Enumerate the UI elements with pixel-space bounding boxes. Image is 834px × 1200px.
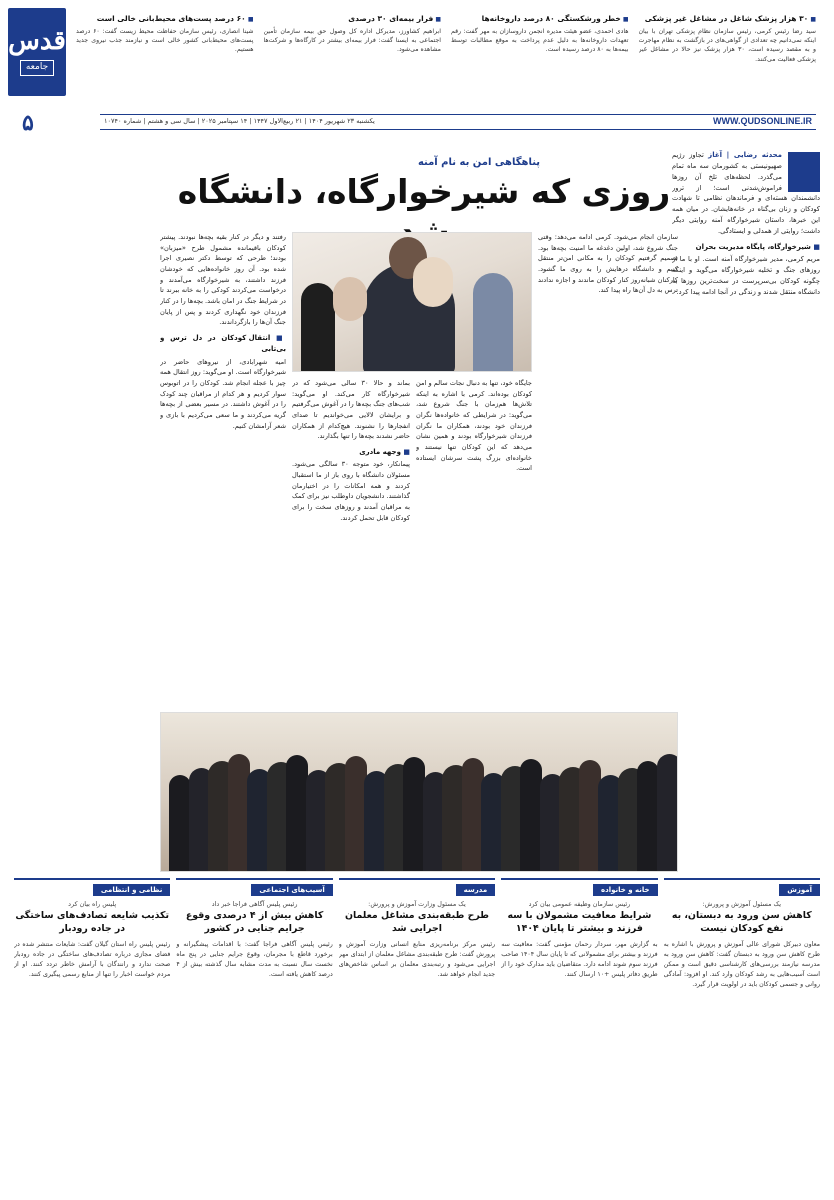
photo-figure [169,775,191,871]
issue-date: یکشنبه ۲۳ شهریور ۱۴۰۴ | ۲۱ ربیع‌الاول ۱۴۴۷ | ۱۴ سپتامبر ۲۰۲۵ | سال سی و هشتم | شماره ۱۰۷۴۰ [104,117,375,126]
article-column [416,378,532,708]
article-column [538,232,678,708]
brief-subtitle: رئیس سازمان وظیفه عمومی بیان کرد [528,900,631,909]
photo-figure [520,759,542,871]
news-brief-family[interactable] [501,878,657,1190]
ticker-title: ■ خطر ورشکستگی ۸۰ درصد داروخانه‌ها [451,14,629,25]
ticker-text: سید رضا رئیس کرمی، رئیس سازمان نظام پزشکی تهران با بیان اینکه نمی‌دانیم چه تعدادی از گواهی‌های در بازگشت به نظام مهاجرت و به مقصد رسیده است، ۳۰ هزار پزشک نیز حالا در مشاغل غیر پزشکی فعالیت می‌کنند. [638,27,816,63]
photo-director-with-children[interactable] [292,232,532,372]
bottom-news-section [14,878,820,1190]
brief-subtitle: یک مسئول وزارت آموزش و پرورش: [368,900,466,909]
ticker-title: ■ ۳۰ هزار پزشک شاغل در مشاغل غیر پزشکی [639,14,817,25]
article-kicker: پناهگاهی امن به نام آمنه [417,157,541,168]
brief-text: معاون دبیرکل شورای عالی آموزش و پرورش با اشاره به طرح کاهش سن ورود به دبستان گفت: کاهش سن ورود به مدرسه نیازمند بررسی‌های کارشناسی دقیق است و ممکن است آسیب‌هایی به رشد کودکان وارد کند. او افزود: آمادگی روانی و جسمی کودکان باید در اولویت قرار گیرد. [663,940,820,989]
photo-figure [657,754,679,871]
ticker-title: ■ فرار بیمه‌ای ۳۰ درصدی [264,14,442,25]
section-tag: مدرسه [456,884,496,896]
ticker-title: ■ ۶۰ درصد پست‌های محیط‌بانی خالی است [76,14,254,25]
brief-text: رئیس پلیس آگاهی فراجا گفت: با اقدامات پیشگیرانه و برخورد قاطع با مجرمان، وقوع جرایم جنایی در پنج ماه نخست سال نسبت به مدت مشابه سال گذشته بیش از ۴ درصد کاهش یافته است. [176,940,333,978]
brief-title: کاهش بیش از ۴ درصدی وقوع جرایم جنایی در کشور [185,910,324,935]
news-brief-social[interactable] [176,878,332,1190]
ticker-item[interactable] [76,14,254,96]
initial-letter-block [788,152,820,192]
ticker-text: ابراهیم کشاورز، مدیرکل اداره کل وصول حق بیمه سازمان تأمین اجتماعی به ایسنا گفت: فرار بیمه‌ای بیشتر در کارگاه‌ها و شرکت‌ها مشاهده می‌شود. [263,27,441,54]
brief-text: رئیس مرکز برنامه‌ریزی منابع انسانی وزارت آموزش و پرورش گفت: طرح طبقه‌بندی مشاغل معلمان از ابتدای مهر اجرایی می‌شود و رتبه‌بندی معلمان بر اساس شاخص‌های جدید انجام خواهد شد. [338,940,496,978]
brief-subtitle: پلیس راه بیان کرد [68,900,117,909]
ticker-text: هادی احمدی، عضو هیئت مدیره انجمن داروسازان به مهر گفت: رقم تعهدات داروخانه‌ها به دلیل عدم پرداخت به موقع مطالبات توسط بیمه‌ها به ۸۰ درصد رسیده است. [451,27,629,54]
brief-title: شرایط معافیت مشمولان با سه فرزند و بیشتر تا پایان ۱۴۰۴ [507,910,652,935]
ticker-item[interactable] [451,14,629,96]
news-brief-school[interactable] [339,878,495,1190]
article-subheading: ■ وجهه مادری [292,447,410,458]
section-tag: آموزش [779,884,820,896]
news-ticker [76,14,816,96]
page-number: ۵ [22,110,34,136]
photo-group-staff[interactable] [160,712,678,872]
brief-title: تکذیب شایعه تصادف‌های ساختگی در جاده رودبار [15,910,170,935]
photo-figure [286,755,308,871]
lead-column [672,150,820,872]
logo-mark: قدس [8,26,66,57]
ticker-text: شینا انصاری، رئیس سازمان حفاظت محیط زیست گفت: ۶۰ درصد پست‌های محیط‌بانی کشور خالی است و نیازمند جذب نیروی جدید هستیم. [76,27,254,54]
article-headline[interactable]: روزی که شیرخوارگاه، دانشگاه [177,172,671,211]
brief-subtitle: رئیس پلیس آگاهی فراجا خبر داد [211,900,298,909]
section-label: جامعه [20,60,54,75]
section-tag: نظامی و انتظامی [93,884,170,896]
dateline-bar [100,114,816,130]
article-column [292,378,410,708]
brief-text: به گزارش مهر، سردار رحمان مؤمنی گفت: معافیت سه فرزند و بیشتر برای مشمولانی که تا پایان سال ۱۴۰۴ صاحب فرزند سوم شوند ادامه دارد. متقاضیان باید مدارک خود را از طریق دفاتر پلیس +۱۰ ارسال کنند. [501,940,658,978]
news-brief-education[interactable] [664,878,820,1190]
article-paragraph: امیه شهرابادی، از نیروهای حاضر در شیرخوارگاه است. او می‌گوید: روز انتقال همه چیز با عجله انجام شد. کودکان را در اتوبوس سوار کردیم و هر کدام از مراقبان چند کودک را در آغوش داشتند. در مسیر بعضی از بچه‌ها گریه می‌کردند و ما سعی می‌کردیم با بازی و شعر آرامشان کنیم. [160,357,286,430]
lead-subheading: ■ شیرخوارگاه، پایگاه مدیریت بحران [672,242,820,252]
lead-paragraph: مریم کرمی، مدیر شیرخوارگاه آمنه است. او با ما از روزهای جنگ و تخلیه شیرخوارگاه می‌گوید و اینکه چگونه کودکان بی‌سرپرست در سخت‌ترین روزها به دانشگاه منتقل شدند و زندگی در آنجا ادامه پیدا کرد. [672,255,820,296]
article-paragraph: رفتند و دیگر در کنار بقیه بچه‌ها نبودند. پیشتر کودکان باقیمانده مشمول طرح «میزبان» بودند؛ طرحی که توسط دکتر نصیری اجرا شده بود. آن روز خانواده‌هایی که خودشان فرزند داشتند، به شیرخوارگاه می‌آمدند و درخواست می‌کردند کودکی را به خانه ببرند تا در شرایط جنگ در امان باشد. بچه‌ها را در کنار فرزندان خود نگهداری کردند و پس از پایان جنگ آن‌ها را بازگرداندند. [160,233,286,327]
article-paragraph: بماند و حالا ۳۰ سالی می‌شود که در شیرخوارگاه کار می‌کند. او می‌گوید: شب‌های جنگ بچه‌ها را در آغوش می‌گرفتیم و برایشان لالایی می‌خواندیم تا صدای انفجارها را نشنوند. هیچ‌کدام از همکاران حاضر نشدند بچه‌ها را تنها بگذارند. [292,379,410,441]
ticker-item[interactable] [639,14,817,96]
news-brief-police[interactable] [14,878,170,1190]
author-byline: محدثه رضایی | آغاز [708,151,782,159]
brief-subtitle: یک مسئول آموزش و پرورش: [702,900,782,909]
article-paragraph: سازمان انجام می‌شود. کرمی ادامه می‌دهد: وقتی جنگ شروع شد، اولین دغدغه ما امنیت بچه‌ها بود. تصمیم گرفتیم کودکان را به مکانی امن‌تر منتقل کنیم و دانشگاه درهایش را به روی ما گشود. کارکنان شبانه‌روز کنار کودکان ماندند و اجازه ندادند ترس به دل آن‌ها راه پیدا کند. [538,233,678,295]
lead-paragraph: تجاوز رژیم صهیونیستی به کشورمان سه ماه تمام می‌گذرد. لحظه‌های تلخ آن روزها فراموش‌شدنی است؛ از ترور دانشمندان هسته‌ای و فرماندهان نظامی تا شهادت کودکان و زنان بی‌گناه در خانه‌هایشان. در میان همه این خبرها، داستان شیرخوارگاه آمنه روایتی دیگر داشت؛ روایتی از همدلی و ایستادگی. [672,151,820,235]
site-url-link[interactable]: WWW.QUDSONLINE.IR [713,116,812,127]
ticker-item[interactable] [264,14,442,96]
section-tag: آسیب‌های اجتماعی [251,884,332,896]
article-subheading: ■ انتقال کودکان در دل ترس و بی‌تابی [160,333,286,356]
newspaper-logo[interactable] [8,8,66,96]
brief-title: کاهش سن ورود به دبستان، به نفع کودکان نیست [671,910,812,935]
brief-title: طرح طبقه‌بندی مشاغل معلمان اجرایی شد [344,910,489,935]
brief-text: رئیس پلیس راه استان گیلان گفت: شایعات منتشر شده در فضای مجازی درباره تصادف‌های ساختگی در جاده رودبار صحت ندارد و رانندگان با آرامش خاطر تردد کنند. او از مردم خواست اخبار را تنها از منابع رسمی پیگیری کنند. [13,940,171,978]
photo-figure [403,757,425,871]
article-column [160,232,286,708]
section-tag: خانه و خانواده [593,884,658,896]
article-paragraph: جایگاه خود، تنها به دنبال نجات سالم و امن کودکان بوده‌اند. کرمی با اشاره به اینکه تلاش‌ها هم‌زمان با جنگ شروع شد، می‌گوید: در شرایطی که خانواده‌ها نگران فرزندان خود بودند، همکاران ما نگران فرزندان شیرخوارگاه بودند و همین نشان می‌دهد که این کودکان تنها نیستند و خانواده‌ای بزرگ پشت سرشان ایستاده است. [416,379,532,473]
photo-figure [637,761,659,871]
article-paragraph: پیمانکار، خود متوجه ۳۰ سالگی می‌شود. مسئولان دانشگاه با روی باز از ما استقبال کردند و همه امکانات را در اختیارمان گذاشتند. دانشجویان داوطلب نیز برای کمک به مراقبان آمدند و روزهای سخت را برای کودکان قابل تحمل کردند. [292,460,410,522]
